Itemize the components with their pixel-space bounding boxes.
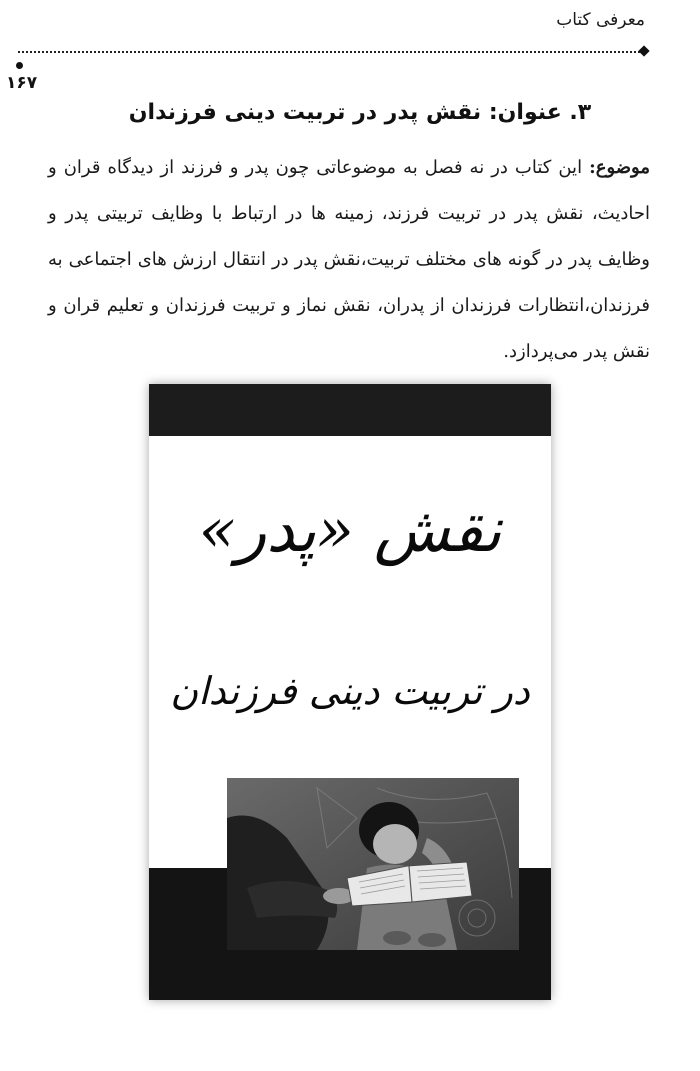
cover-top-band (149, 384, 551, 436)
page-marker-dot-icon (16, 62, 23, 69)
cover-title: نقش «پدر» (198, 493, 502, 566)
page-number: ۱۶۷ (6, 73, 38, 93)
cover-subtitle: در تربیت دینی فرزندان (170, 669, 530, 713)
father-reading-quran-with-child-photo-icon (227, 778, 519, 950)
section-title: ۳. عنوان: نقش پدر در تربیت دینی فرزندان (128, 100, 592, 125)
rule-end-diamond-icon (638, 45, 649, 56)
header-dotted-rule (18, 51, 644, 53)
book-cover-image (149, 384, 551, 1000)
header-title: معرفی کتاب (556, 10, 645, 30)
topic-paragraph (48, 145, 650, 375)
topic-label: موضوع: (589, 157, 650, 178)
topic-text: این کتاب در نه فصل به موضوعاتی چون پدر و فرزند از دیدگاه قران و احادیث، نقش پدر در تربیت فرزند، زمینه ها در ارتباط با وظایف تربیتی پدر و وظایف پدر در گونه های مختلف تربیت،نقش پدر در انتقال ارزش های اجتماعی به فرزندان،انتظارات فرزندان از پدران، نقش نماز و تربیت فرزندان و تعلیم قران و نقش پدر می‌پردازد. (48, 157, 650, 362)
